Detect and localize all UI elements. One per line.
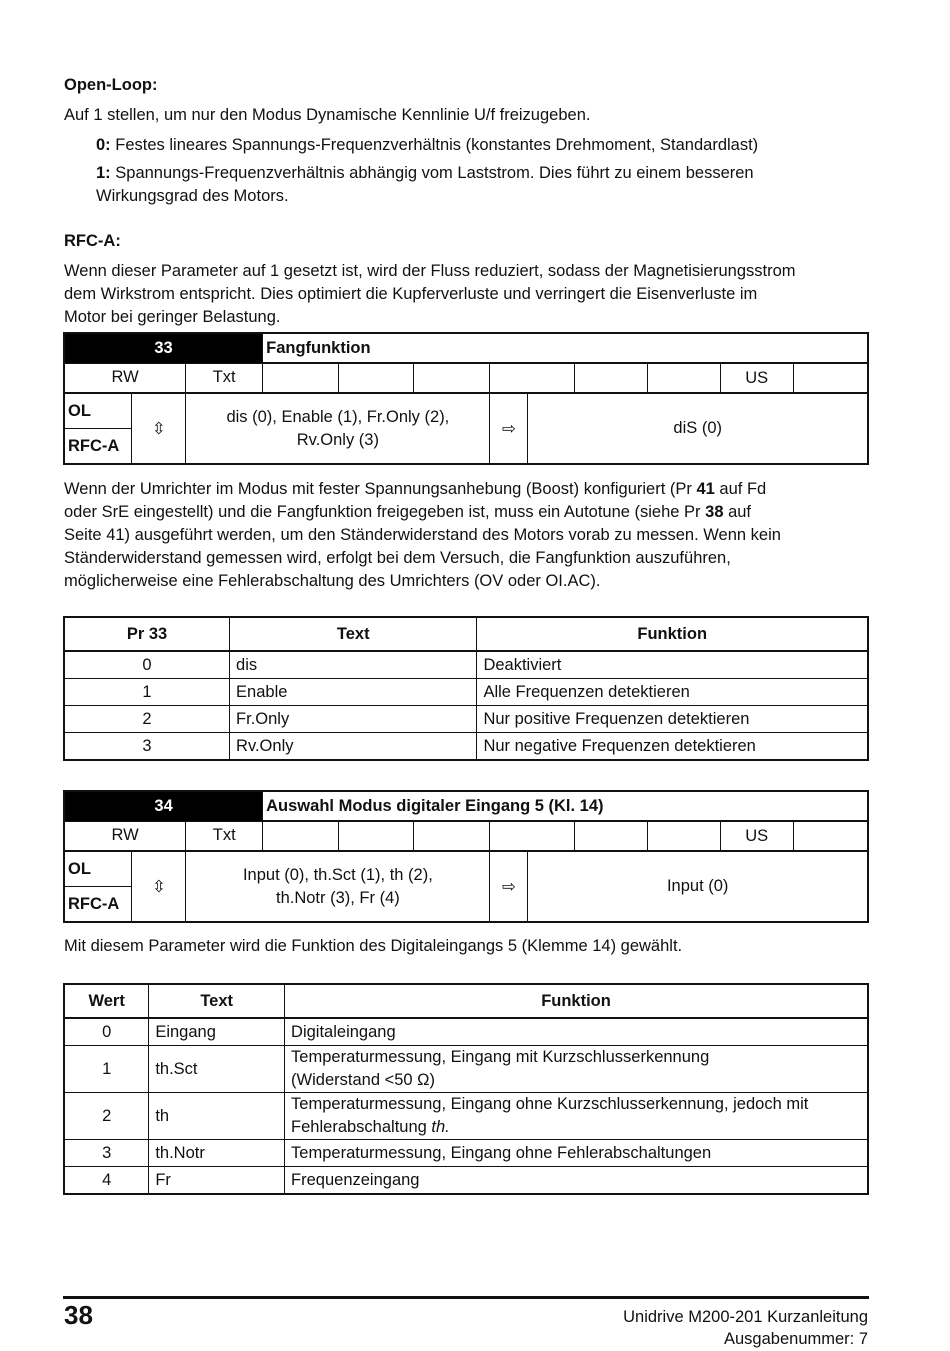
description-line [64, 501, 870, 524]
param-range [186, 393, 490, 464]
param-34-description [64, 935, 870, 958]
value-cell: 4 [64, 1167, 149, 1195]
option-1-text-line2: Wirkungsgrad des Motors. [96, 187, 289, 205]
description-line: möglicherweise eine Fehlerabschaltung des Umrichters (OV oder OI.AC). [64, 572, 601, 590]
value-cell: 2 [64, 1093, 149, 1140]
function-italic: th. [431, 1118, 450, 1136]
param-attr-cell [793, 363, 868, 393]
param-attr-cell [490, 363, 575, 393]
param-attr-cell [648, 821, 721, 851]
mode-ol: OL [64, 393, 132, 429]
param-34-values-table [63, 983, 869, 1195]
function-cell: Nur positive Frequenzen detektieren [477, 706, 868, 733]
param-ref-41: 41 [696, 480, 715, 498]
table-row [64, 1093, 868, 1140]
table-row [64, 1046, 868, 1093]
param-attr-cell [263, 821, 339, 851]
value-cell: 1 [64, 1046, 149, 1093]
option-1-text-line1: Spannungs-Frequenzverhältnis abhängig vom Laststrom. Dies führt zu einem besseren [110, 164, 754, 182]
column-header: Wert [64, 984, 149, 1018]
param-attr-cell [413, 363, 490, 393]
text-cell: th [149, 1093, 285, 1140]
param-txt: Txt [186, 821, 263, 851]
default-arrow-icon: ⇨ [490, 393, 528, 464]
text-cell: Rv.Only [230, 733, 477, 761]
param-rw: RW [64, 363, 186, 393]
param-us: US [720, 363, 793, 393]
mode-rfca: RFC-A [64, 887, 132, 923]
openloop-text: Auf 1 stellen, um nur den Modus Dynamische Kennlinie U/f freizugeben. [64, 106, 591, 124]
description-line [64, 478, 870, 501]
option-1 [64, 162, 870, 185]
text-cell: Eingang [149, 1018, 285, 1046]
rfca-text-line3: Motor bei geringer Belastung. [64, 308, 281, 326]
param-attr-cell [338, 821, 413, 851]
default-arrow-icon: ⇨ [490, 851, 528, 922]
function-cell: Frequenzeingang [285, 1167, 868, 1195]
column-header: Pr 33 [64, 617, 230, 651]
issue-number: Ausgabenummer: 7 [724, 1330, 868, 1348]
text-cell: th.Sct [149, 1046, 285, 1093]
table-row [64, 1140, 868, 1167]
param-name: Fangfunktion [263, 333, 868, 363]
param-attr-cell [413, 821, 490, 851]
value-cell: 3 [64, 1140, 149, 1167]
table-row [64, 1018, 868, 1046]
column-header: Funktion [285, 984, 868, 1018]
text-cell: th.Notr [149, 1140, 285, 1167]
param-33-table [63, 332, 869, 465]
value-cell: 2 [64, 706, 230, 733]
page-number: 38 [64, 1300, 93, 1330]
param-attr-cell [575, 363, 648, 393]
param-name: Auswahl Modus digitaler Eingang 5 (Kl. 14) [263, 791, 868, 821]
table-row [64, 679, 868, 706]
param-34-table [63, 790, 869, 923]
text-cell: Enable [230, 679, 477, 706]
mode-ol: OL [64, 851, 132, 887]
range-icon: ⇳ [132, 393, 186, 464]
function-line1: Temperaturmessung, Eingang mit Kurzschlusserkennung [291, 1048, 710, 1066]
text-run: auf Fd [714, 480, 767, 498]
param-attr-cell [490, 821, 575, 851]
table-row [64, 651, 868, 679]
function-cell [285, 1046, 868, 1093]
option-1-key: 1: [96, 164, 111, 182]
column-header: Text [230, 617, 477, 651]
function-cell: Nur negative Frequenzen detektieren [477, 733, 868, 761]
function-line1: Temperaturmessung, Eingang ohne Kurzschlusserkennung, jedoch mit [291, 1095, 809, 1113]
text-cell: Fr [149, 1167, 285, 1195]
param-number: 34 [64, 791, 263, 821]
param-33-values-table [63, 616, 869, 761]
rfca-text-line2: dem Wirkstrom entspricht. Dies optimiert die Kupferverluste und verringert die Eisenverluste im [64, 285, 758, 303]
description-line: Seite 41) ausgeführt werden, um den Ständerwiderstand des Motors vorab zu messen. Wenn kein [64, 526, 781, 544]
column-header: Text [149, 984, 285, 1018]
param-rw: RW [64, 821, 186, 851]
mode-rfca: RFC-A [64, 429, 132, 465]
param-range-line2: th.Notr (3), Fr (4) [276, 888, 400, 907]
description-line: Ständerwiderstand gemessen wird, erfolgt bei dem Versuch, die Fangfunktion auszuführen, [64, 549, 731, 567]
description-line: Mit diesem Parameter wird die Funktion des Digitaleingangs 5 (Klemme 14) gewählt. [64, 937, 683, 955]
table-row [64, 706, 868, 733]
value-cell: 0 [64, 651, 230, 679]
option-0-text: Festes lineares Spannungs-Frequenzverhältnis (konstantes Drehmoment, Standardlast) [110, 136, 759, 154]
rfca-heading: RFC-A: [64, 232, 121, 250]
text-run: oder SrE eingestellt) und die Fangfunktion freigegeben ist, muss ein Autotune (siehe Pr [64, 503, 706, 521]
param-us: US [720, 821, 793, 851]
param-range-line2: Rv.Only (3) [296, 430, 379, 449]
rfca-text-line1: Wenn dieser Parameter auf 1 gesetzt ist, wird der Fluss reduziert, sodass der Magnetisierungsstrom [64, 262, 796, 280]
text-run: Wenn der Umrichter im Modus mit fester Spannungsanhebung (Boost) konfiguriert (Pr [64, 480, 697, 498]
option-0 [64, 134, 870, 157]
function-cell: Deaktiviert [477, 651, 868, 679]
function-line2: (Widerstand <50 Ω) [291, 1071, 435, 1089]
table-row [64, 733, 868, 761]
function-cell: Alle Frequenzen detektieren [477, 679, 868, 706]
value-cell: 0 [64, 1018, 149, 1046]
table-row [64, 1167, 868, 1195]
doc-title: Unidrive M200-201 Kurzanleitung [623, 1308, 868, 1326]
intro-section [64, 74, 870, 329]
param-range-line1: dis (0), Enable (1), Fr.Only (2), [226, 407, 450, 426]
range-icon: ⇳ [132, 851, 186, 922]
text-run: auf [723, 503, 752, 521]
param-attr-cell [793, 821, 868, 851]
param-attr-cell [575, 821, 648, 851]
value-cell: 3 [64, 733, 230, 761]
value-cell: 1 [64, 679, 230, 706]
footer-rule [63, 1296, 869, 1299]
footer-info [623, 1306, 868, 1350]
param-33-description [64, 478, 870, 593]
param-ref-38: 38 [705, 503, 724, 521]
param-default: diS (0) [528, 393, 868, 464]
openloop-heading: Open-Loop: [64, 76, 158, 94]
text-cell: Fr.Only [230, 706, 477, 733]
param-attr-cell [648, 363, 721, 393]
function-cell: Temperaturmessung, Eingang ohne Fehlerabschaltungen [285, 1140, 868, 1167]
text-cell: dis [230, 651, 477, 679]
function-line2: Fehlerabschaltung [291, 1118, 432, 1136]
param-default: Input (0) [528, 851, 868, 922]
column-header: Funktion [477, 617, 868, 651]
param-range-line1: Input (0), th.Sct (1), th (2), [242, 865, 433, 884]
param-attr-cell [338, 363, 413, 393]
param-number: 33 [64, 333, 263, 363]
option-0-key: 0: [96, 136, 111, 154]
function-cell: Digitaleingang [285, 1018, 868, 1046]
param-txt: Txt [186, 363, 263, 393]
param-range [186, 851, 490, 922]
function-cell [285, 1093, 868, 1140]
param-attr-cell [263, 363, 339, 393]
